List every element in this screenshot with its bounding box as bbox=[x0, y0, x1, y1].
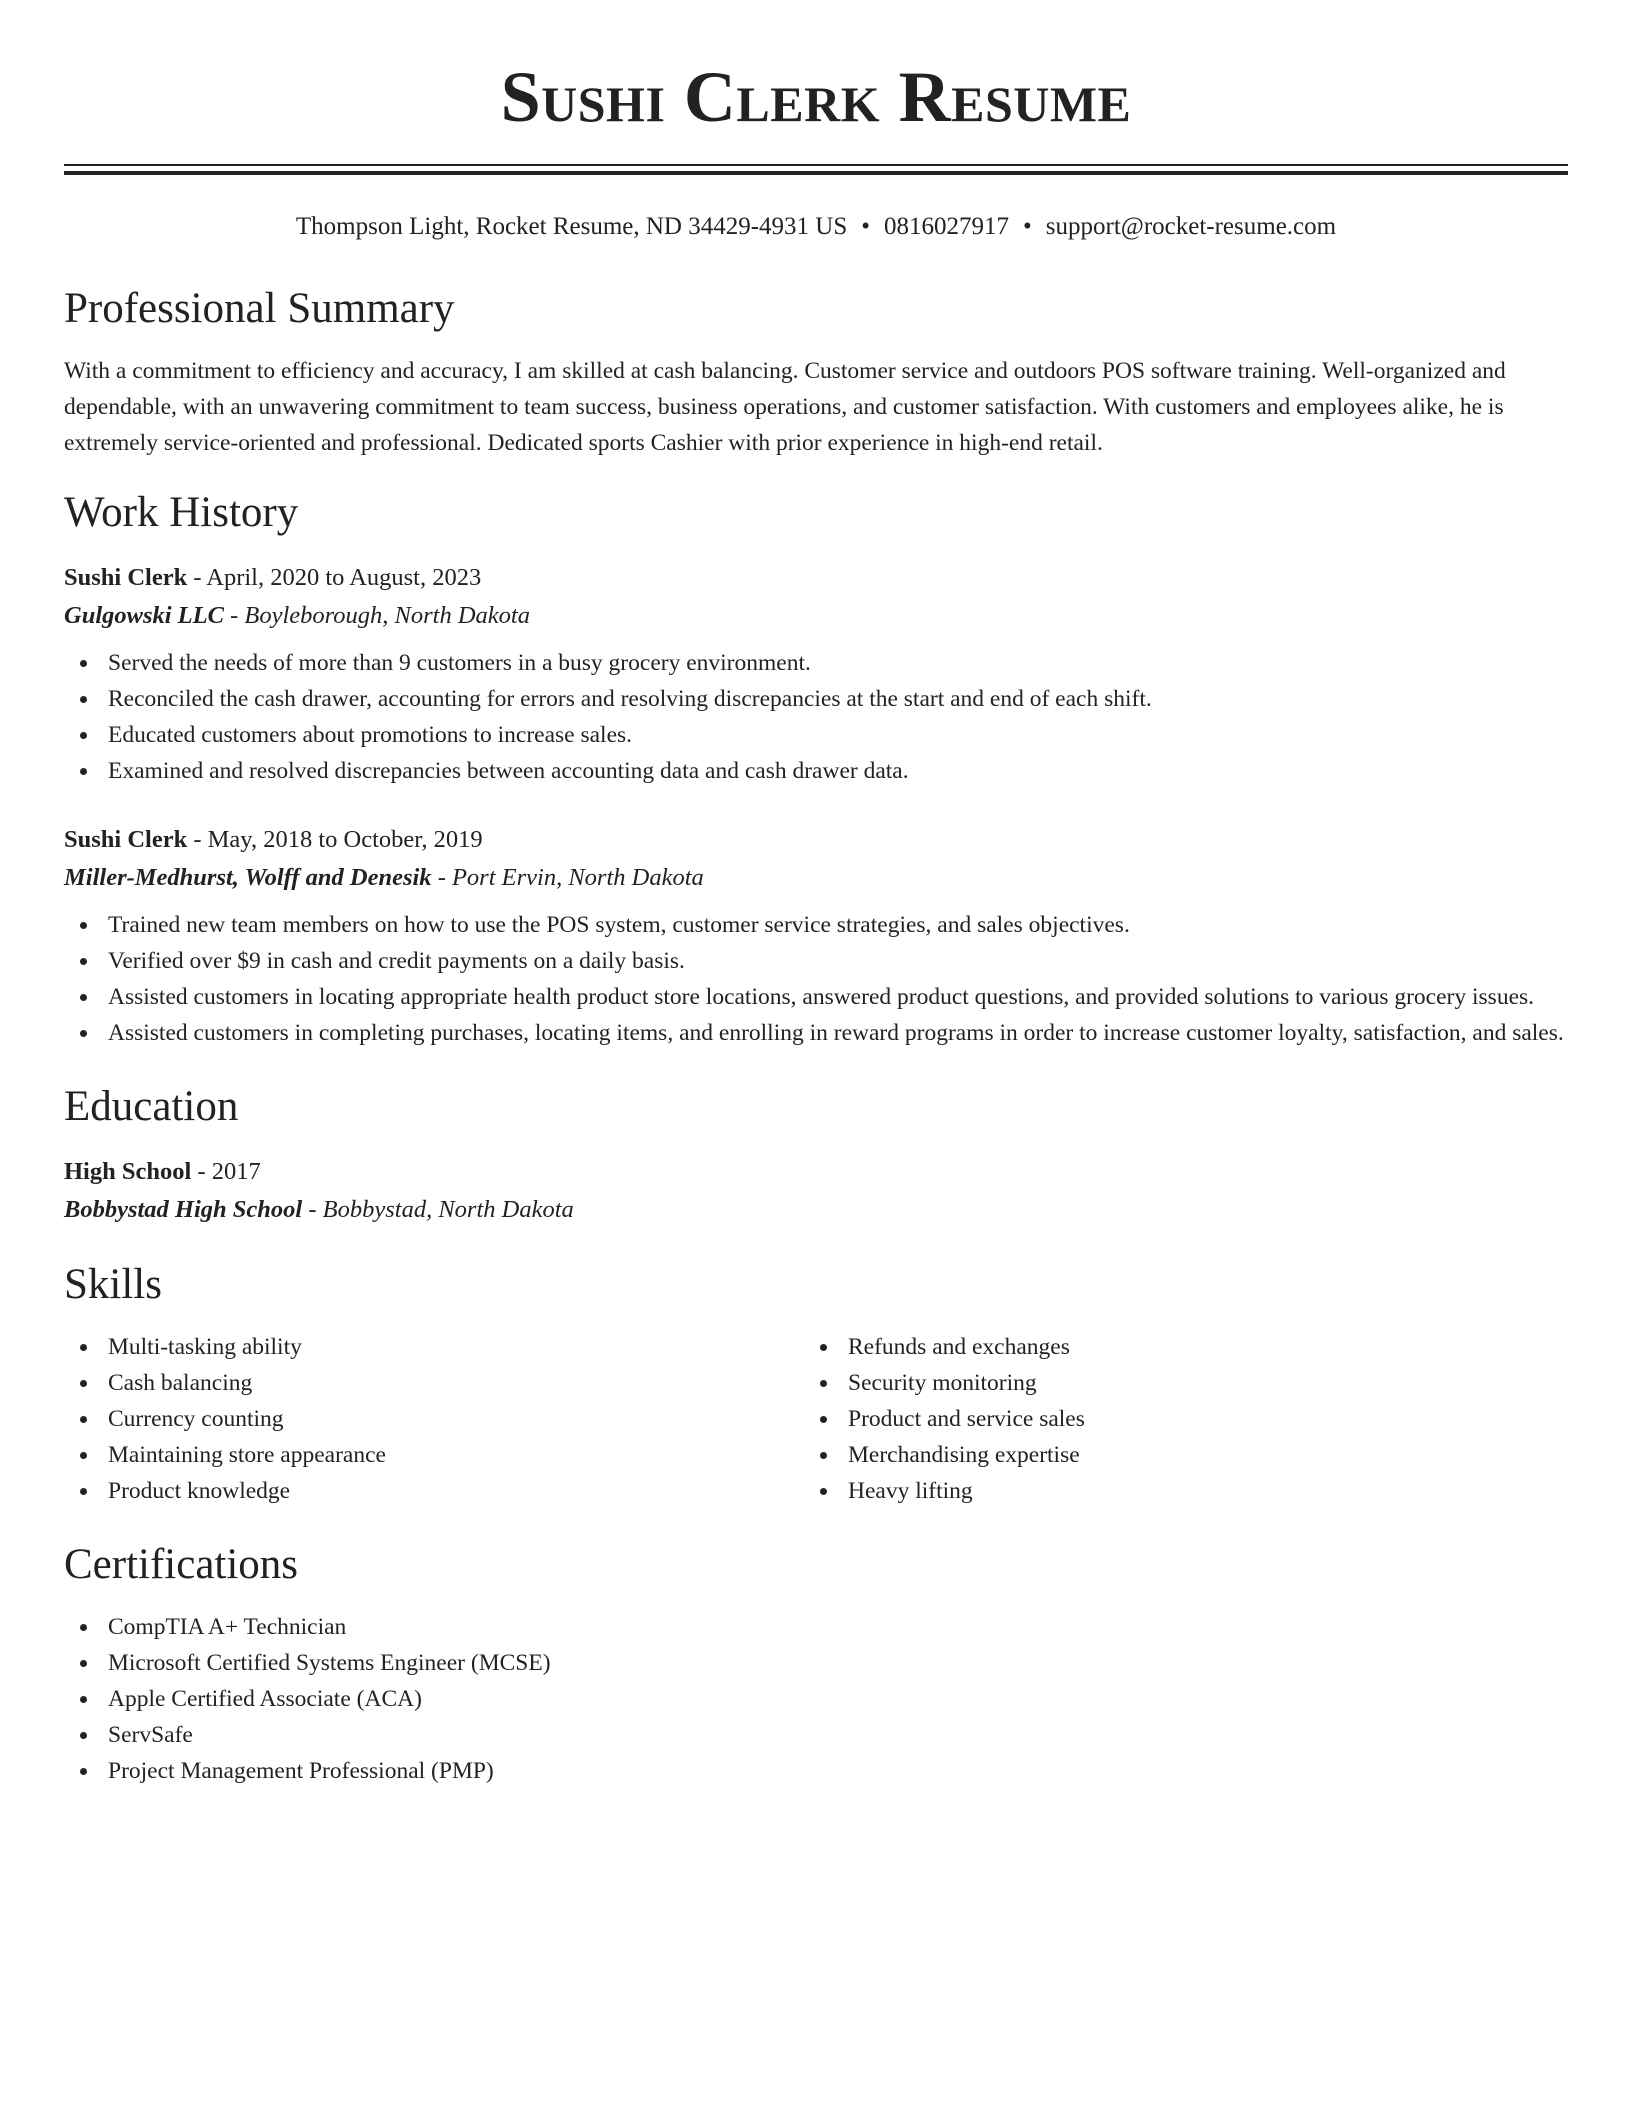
contact-email: support@rocket-resume.com bbox=[1045, 213, 1337, 240]
skills-list-left bbox=[64, 1329, 804, 1509]
skill-item: Refunds and exchanges bbox=[804, 1329, 1544, 1365]
contact-line bbox=[64, 211, 1568, 243]
skill-item: Merchandising expertise bbox=[804, 1437, 1544, 1473]
summary-heading: Professional Summary bbox=[64, 285, 455, 332]
job-entry-1 bbox=[64, 559, 1568, 789]
job-location: - Boyleborough, North Dakota bbox=[223, 602, 530, 629]
education-location: - Bobbystad, North Dakota bbox=[302, 1196, 574, 1223]
skill-item: Maintaining store appearance bbox=[64, 1437, 804, 1473]
list-item: Reconciled the cash drawer, accounting for errors and resolving discrepancies at the start and end of each shift. bbox=[64, 681, 1568, 717]
title-divider-thick bbox=[64, 171, 1568, 175]
job-company: Gulgowski LLC bbox=[64, 602, 224, 629]
skill-item: Cash balancing bbox=[64, 1365, 804, 1401]
job-location: - Port Ervin, North Dakota bbox=[431, 864, 704, 891]
title-divider-thin bbox=[64, 164, 1568, 166]
job-title-line bbox=[64, 821, 1568, 859]
skill-item: Multi-tasking ability bbox=[64, 1329, 804, 1365]
list-item: Educated customers about promotions to increase sales. bbox=[64, 717, 1568, 753]
certification-item: Apple Certified Associate (ACA) bbox=[64, 1681, 1568, 1717]
skill-item: Product and service sales bbox=[804, 1401, 1544, 1437]
certification-item: CompTIA A+ Technician bbox=[64, 1609, 1568, 1645]
education-entry bbox=[64, 1153, 1568, 1229]
summary-text: With a commitment to efficiency and accuracy, I am skilled at cash balancing. Customer service and outdoors POS software training. Well-organized and dependable, with an unwavering commitment to team success, business operations, and customer satisfaction. With customers and employees alike, he is extremely service-oriented and professional. Dedicated sports Cashier with prior experience in high-end retail. bbox=[64, 358, 1506, 456]
list-item: Verified over $9 in cash and credit payments on a daily basis. bbox=[64, 943, 1568, 979]
skill-item: Heavy lifting bbox=[804, 1473, 1544, 1509]
education-degree: High School bbox=[64, 1158, 192, 1185]
education-degree-line bbox=[64, 1153, 1568, 1191]
contact-separator: • bbox=[861, 213, 871, 240]
list-item: Trained new team members on how to use the POS system, customer service strategies, and sales objectives. bbox=[64, 907, 1568, 943]
work-history-heading: Work History bbox=[64, 489, 299, 536]
certifications-list bbox=[64, 1609, 1568, 1789]
education-school-line bbox=[64, 1191, 1568, 1229]
job-title-line bbox=[64, 559, 1568, 597]
skills-list-right bbox=[804, 1329, 1544, 1509]
certification-item: Project Management Professional (PMP) bbox=[64, 1753, 1568, 1789]
contact-separator: • bbox=[1023, 213, 1032, 240]
job-company-line bbox=[64, 859, 1568, 897]
job-role: Sushi Clerk bbox=[64, 826, 188, 853]
resume-page bbox=[64, 0, 1568, 1789]
resume-title: Sushi Clerk Resume bbox=[500, 57, 1132, 137]
skills-grid bbox=[64, 1329, 1568, 1509]
job-dates: - April, 2020 to August, 2023 bbox=[187, 564, 482, 591]
job-role: Sushi Clerk bbox=[64, 564, 188, 591]
job-duties-list bbox=[64, 645, 1568, 789]
education-year: - 2017 bbox=[191, 1158, 261, 1185]
list-item: Assisted customers in locating appropriate health product store locations, answered product questions, and provided solutions to various grocery issues. bbox=[64, 979, 1568, 1015]
list-item: Assisted customers in completing purchases, locating items, and enrolling in reward programs in order to increase customer loyalty, satisfaction, and sales. bbox=[64, 1015, 1568, 1051]
certifications-heading: Certifications bbox=[64, 1541, 299, 1588]
job-dates: - May, 2018 to October, 2019 bbox=[187, 826, 483, 853]
job-duties-list bbox=[64, 907, 1568, 1051]
skill-item: Product knowledge bbox=[64, 1473, 804, 1509]
list-item: Served the needs of more than 9 customers in a busy grocery environment. bbox=[64, 645, 1568, 681]
certification-item: Microsoft Certified Systems Engineer (MCSE) bbox=[64, 1645, 1568, 1681]
skill-item: Currency counting bbox=[64, 1401, 804, 1437]
job-company: Miller-Medhurst, Wolff and Denesik bbox=[64, 864, 432, 891]
education-heading: Education bbox=[64, 1083, 239, 1130]
contact-phone: 0816027917 bbox=[884, 213, 1010, 240]
list-item: Examined and resolved discrepancies between accounting data and cash drawer data. bbox=[64, 753, 1568, 789]
skill-item: Security monitoring bbox=[804, 1365, 1544, 1401]
job-company-line bbox=[64, 597, 1568, 635]
job-entry-2 bbox=[64, 821, 1568, 1051]
contact-address: Thompson Light, Rocket Resume, ND 34429-4931 US bbox=[295, 213, 848, 240]
skills-heading: Skills bbox=[64, 1261, 162, 1308]
certification-item: ServSafe bbox=[64, 1717, 1568, 1753]
education-school: Bobbystad High School bbox=[64, 1196, 303, 1223]
